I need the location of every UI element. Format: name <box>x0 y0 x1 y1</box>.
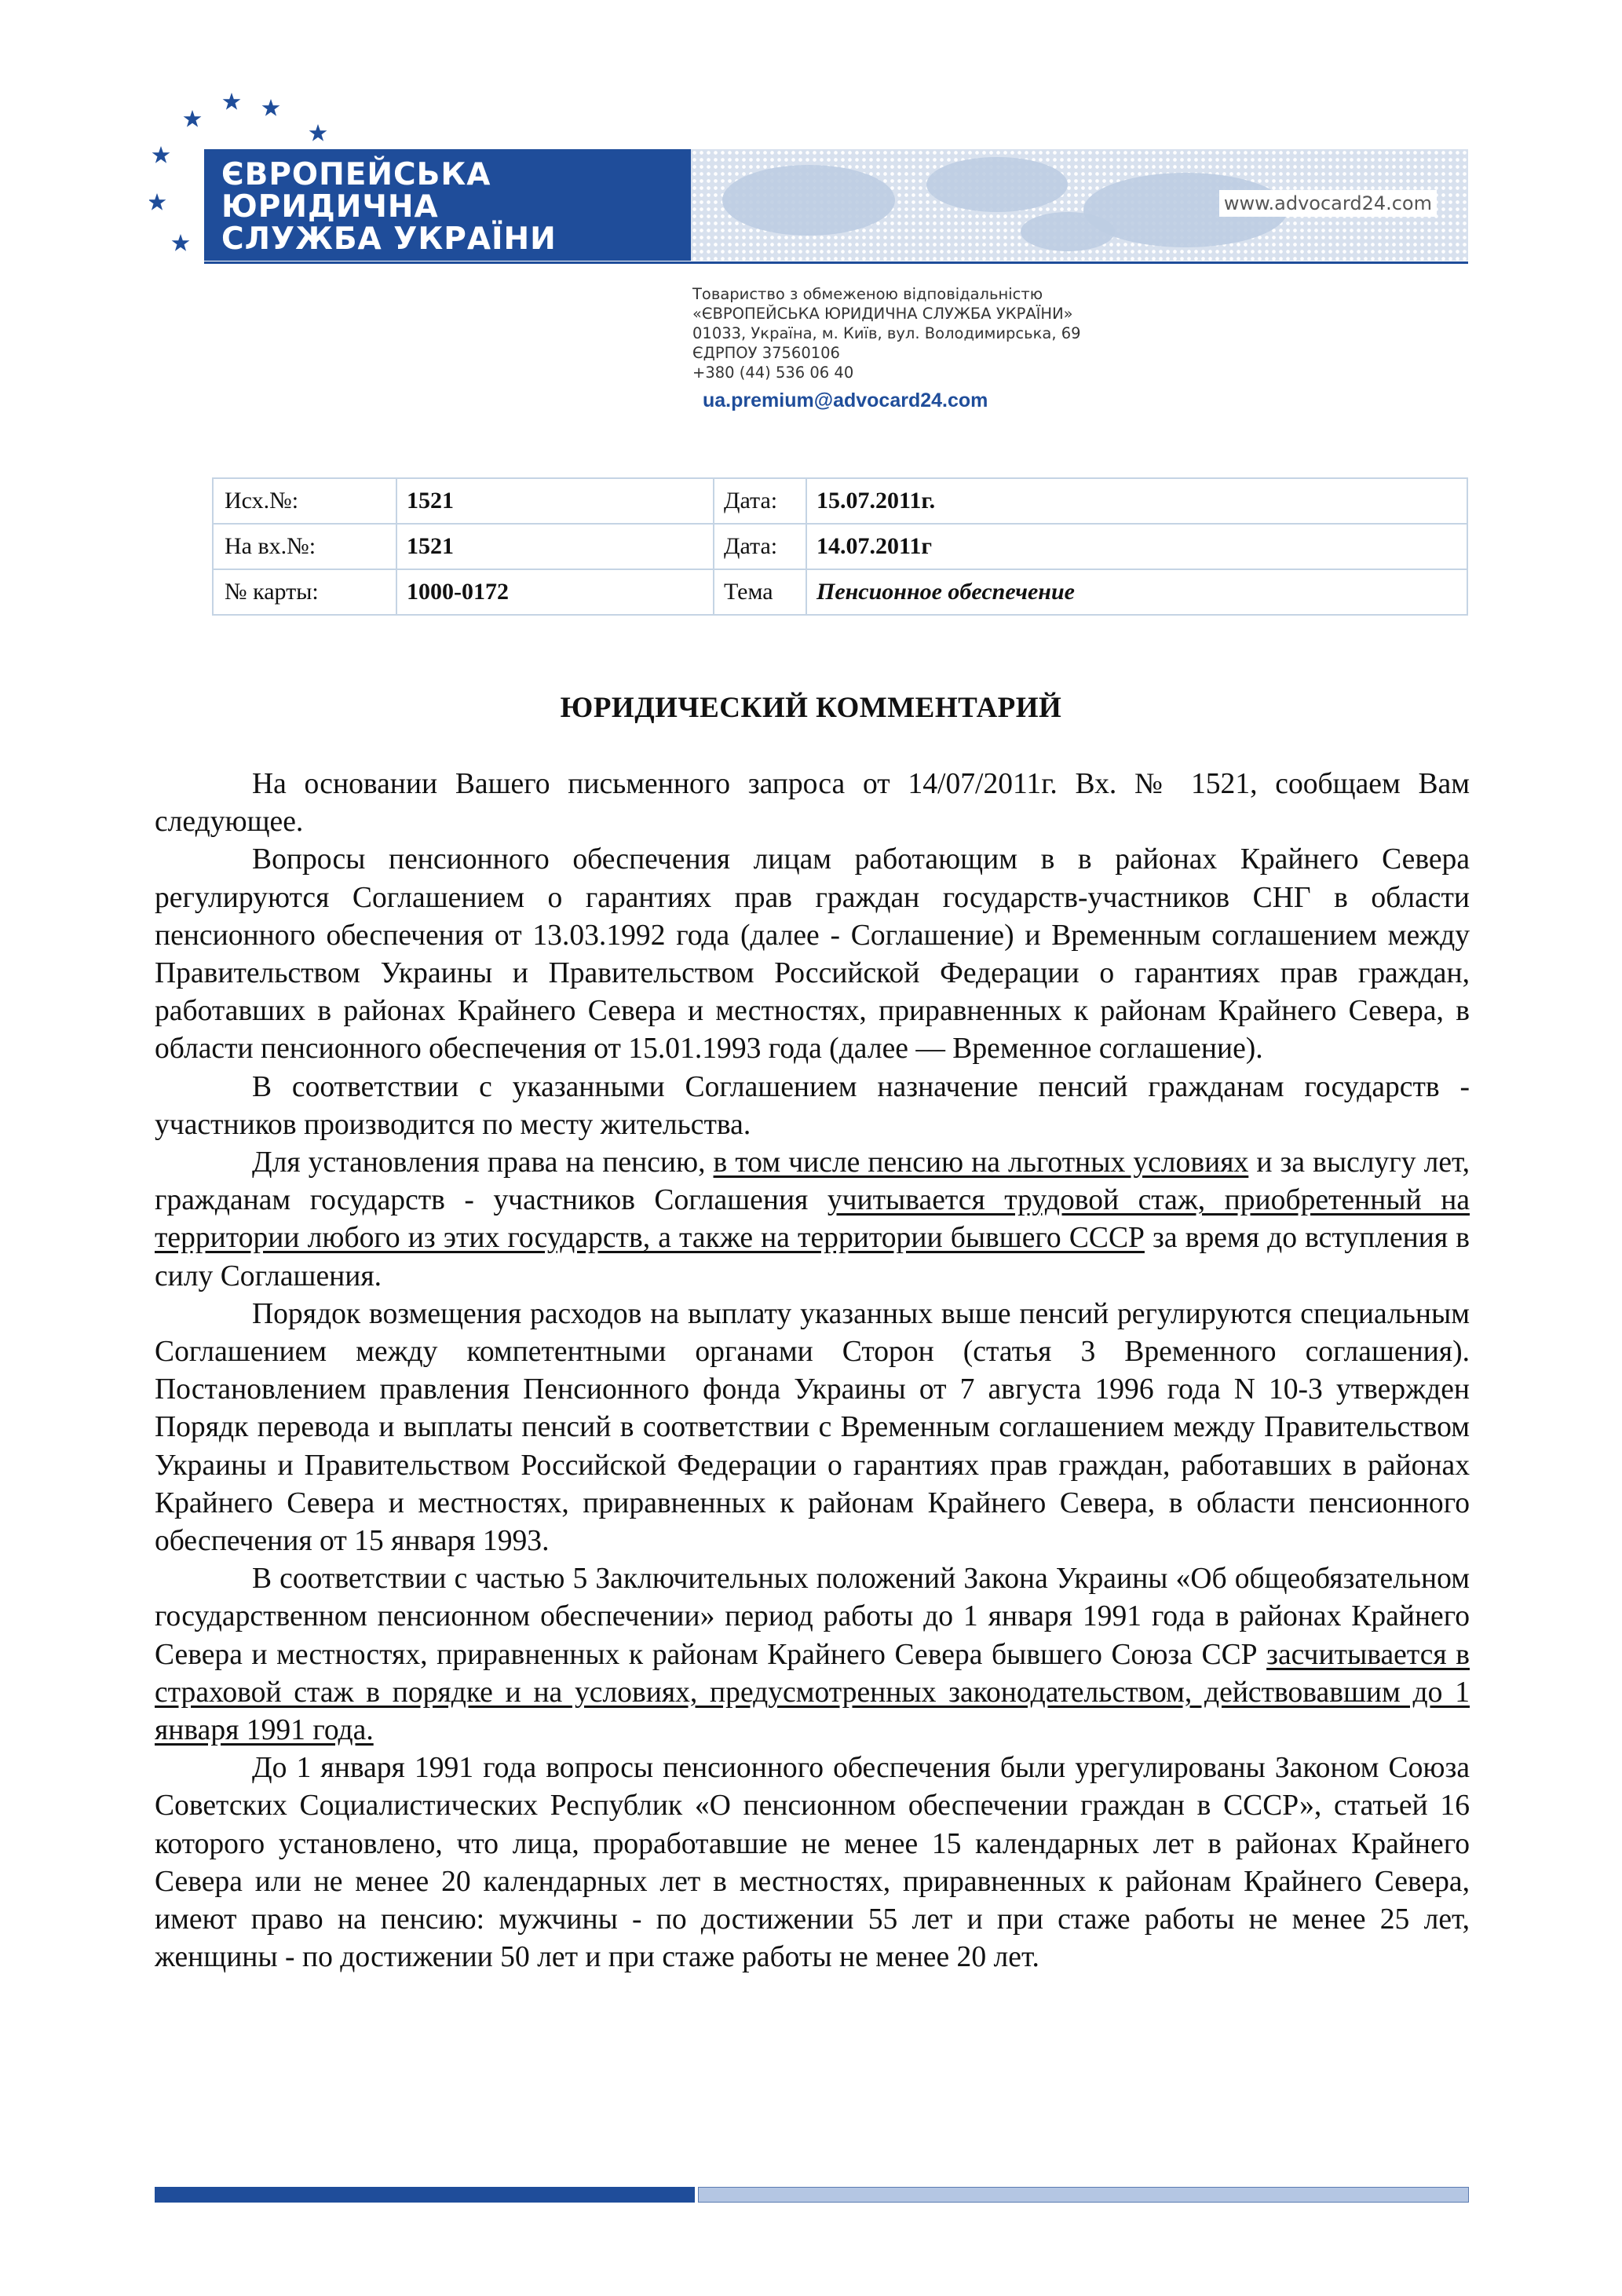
map-shape <box>722 165 895 236</box>
logo-banner <box>204 149 691 261</box>
table-row <box>213 524 1467 569</box>
body-paragraph <box>155 766 1470 841</box>
logo-line-2: ЮРИДИЧНА <box>221 189 439 225</box>
company-line: +380 (44) 536 06 40 <box>692 364 854 382</box>
body-paragraph <box>155 841 1470 1068</box>
ref-value: 14.07.2011г <box>806 524 1467 569</box>
star-icon <box>172 234 190 251</box>
ref-label: Тема <box>714 569 806 615</box>
document-body <box>155 766 1470 1977</box>
paragraph-text: В соответствии с частью 5 Заключительных положений Закона Украины «Об общеобязательном государственном пенсионном обеспечении» период работы до 1 января 1991 года в районах Крайнего Севера и местностях, приравненных к районам Крайнего Севера бывшего Союза ССР <box>155 1563 1470 1671</box>
logo-line-1: ЄВРОПЕЙСЬКА <box>221 157 491 192</box>
company-line: ЄДРПОУ 37560106 <box>692 344 840 362</box>
ref-label: Дата: <box>714 478 806 524</box>
star-icon <box>223 93 241 110</box>
company-line: 01033, Україна, м. Київ, вул. Володимирська, 69 <box>692 324 1081 342</box>
ref-label: Дата: <box>714 524 806 569</box>
ref-value: 1521 <box>396 524 714 569</box>
paragraph-text: и за выслугу лет, гражданам государств - участников Соглашения <box>155 1146 1470 1217</box>
ref-value: 1521 <box>396 478 714 524</box>
underlined-text: в том числе пенсию на льготных условиях <box>713 1146 1249 1179</box>
star-icon <box>152 146 170 163</box>
paragraph-text: за время до вступления в силу Соглашения. <box>155 1222 1470 1292</box>
ref-value: Пенсионное обеспечение <box>806 569 1467 615</box>
world-map-banner <box>691 149 1468 261</box>
contact-email[interactable]: ua.premium@advocard24.com <box>703 389 988 411</box>
map-shape <box>926 157 1068 212</box>
star-icon <box>184 110 202 127</box>
ref-value: 1000-0172 <box>396 569 714 615</box>
footer-bar-light <box>698 2187 1469 2203</box>
ref-label: Исх.№: <box>213 478 396 524</box>
paragraph-text: До 1 января 1991 года вопросы пенсионного обеспечения были урегулированы Законом Союза Советских Социалистических Республик «О пенсионном обеспечении граждан в СССР», статьей 16 которого установлено, что лица, проработавшие не менее 15 календарных лет в районах Крайнего Севера или не менее 20 календарных лет в местностях, приравненных к районам Крайнего Севера, имеют право на пенсию: мужчины - по достижении 55 лет и при стаже работы не менее 25 лет, женщины - по достижении 50 лет и при стаже работы не менее 20 лет. <box>155 1752 1470 1974</box>
header-rule <box>204 261 1468 264</box>
star-icon <box>262 99 280 116</box>
body-paragraph <box>155 1749 1470 1976</box>
star-icon <box>309 124 327 141</box>
map-shape <box>1021 212 1115 251</box>
paragraph-text: Для установления права на пенсию, <box>252 1146 714 1179</box>
ref-value: 15.07.2011г. <box>806 478 1467 524</box>
document-title: ЮРИДИЧЕСКИЙ КОММЕНТАРИЙ <box>560 692 1062 724</box>
body-paragraph <box>155 1560 1470 1749</box>
ref-label: На вх.№: <box>213 524 396 569</box>
reference-table <box>212 477 1468 616</box>
star-icon <box>149 193 166 210</box>
paragraph-text: На основании Вашего письменного запроса от 14/07/2011г. Вх. № 1521, сообщаем Вам следующее. <box>155 768 1470 839</box>
body-paragraph <box>155 1069 1470 1144</box>
table-row <box>213 569 1467 615</box>
company-details <box>692 284 1081 382</box>
paragraph-text: Вопросы пенсионного обеспечения лицам работающим в в районах Крайнего Севера регулируются Соглашением о гарантиях прав граждан государств-участников СНГ в области пенсионного обеспечения от 13.03.1992 года (далее - Соглашение) и Временным соглашением между Правительством Украины и Правительством Российской Федерации о гарантиях прав граждан, работавших в районах Крайнего Севера и местностях, приравненных к районам Крайнего Севера, в области пенсионного обеспечения от 15.01.1993 года (далее — Временное соглашение). <box>155 843 1470 1066</box>
ref-label: № карты: <box>213 569 396 615</box>
company-line: «ЄВРОПЕЙСЬКА ЮРИДИЧНА СЛУЖБА УКРАЇНИ» <box>692 305 1073 323</box>
paragraph-text: Порядок возмещения расходов на выплату указанных выше пенсий регулируются специальным Соглашением между компетентными органами Сторон (статья 3 Временного соглашения). Постановлением правления Пенсионного фонда Украины от 7 августа 1996 года N 10-3 утвержден Порядк перевода и выплаты пенсий в соответствии с Временным соглашением между Правительством Украины и Правительством Российской Федерации о гарантиях прав граждан, работавших в районах Крайнего Севера и местностях, приравненных к районам Крайнего Севера, в области пенсионного обеспечения от 15 января 1993. <box>155 1297 1470 1558</box>
paragraph-text: В соответствии с указанными Соглашением назначение пенсий гражданам государств - участников производится по месту жительства. <box>155 1070 1470 1141</box>
underlined-text: учитывается трудовой стаж, приобретенный на территории любого из этих государств, а также на территории бывшего СССР <box>155 1184 1470 1255</box>
company-line: Товариство з обмеженою відповідальністю <box>692 285 1043 303</box>
website-url[interactable]: www.advocard24.com <box>1219 190 1437 217</box>
logo-line-3: СЛУЖБА УКРАЇНИ <box>221 221 557 257</box>
footer-bar-dark <box>155 2187 695 2203</box>
body-paragraph <box>155 1144 1470 1296</box>
table-row <box>213 478 1467 524</box>
body-paragraph <box>155 1296 1470 1560</box>
underlined-text: засчитывается в страховой стаж в порядке и на условиях, предусмотренных законодательством, действовавшим до 1 января 1991 года. <box>155 1638 1470 1747</box>
